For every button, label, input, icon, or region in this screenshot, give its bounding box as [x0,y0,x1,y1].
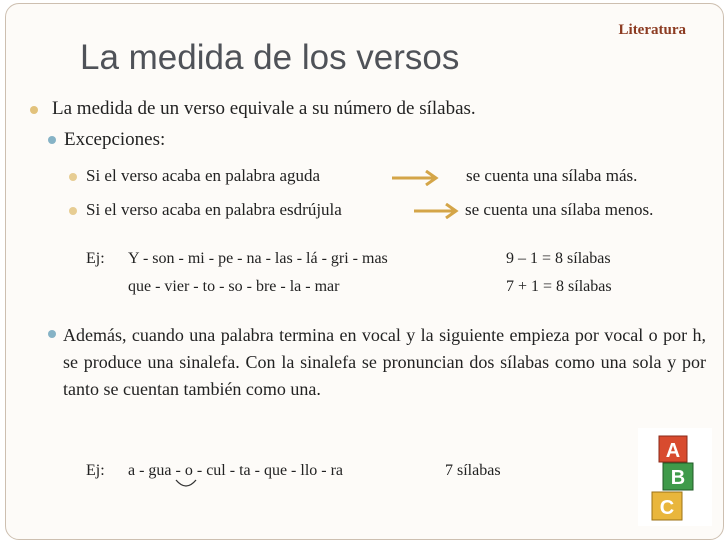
main-bullet: La medida de un verso equivale a su número de sílabas. [52,98,476,119]
rule-esdrujula: Si el verso acaba en palabra esdrújula [86,200,342,219]
bullet-dot [30,106,38,114]
example-label: Ej: [86,250,105,267]
svg-text:C: C [659,497,675,519]
example-label: Ej: [86,462,105,479]
arrow-right-icon [392,170,442,186]
example-count: 9 – 1 = 8 sílabas [506,250,611,267]
alphabet-blocks-image [638,428,712,526]
rule-aguda-result: se cuenta una sílaba más. [466,166,638,185]
bullet-dot [69,207,77,215]
sinalefa-paragraph: Además, cuando una palabra termina en vocal y la siguiente empieza por vocal o por h, se produce una sinalefa. Con la sinalefa se pronuncian dos sílabas como una sola y por tanto se cuentan también como una. [63,325,706,399]
svg-text:B: B [670,467,686,489]
bullet-dot [48,136,56,144]
sinalefa-count: 7 sílabas [445,462,501,479]
sinalefa-example: a - gua - o - cul - ta - que - llo - ra [128,462,344,479]
rule-esdrujula-result: se cuenta una sílaba menos. [465,200,654,219]
svg-text:A: A [665,440,681,462]
example-count: 7 + 1 = 8 sílabas [506,278,612,295]
slide-title: La medida de los versos [80,38,460,77]
sinalefa-tie-icon [175,478,197,490]
bullet-dot [69,173,77,181]
slide-frame [5,3,724,540]
rule-aguda: Si el verso acaba en palabra aguda [86,166,321,185]
example-syllables: Y - son - mi - pe - na - las - lá - gri - mas [128,250,388,267]
arrow-right-icon [414,203,462,219]
exceptions-label: Excepciones: [64,129,166,150]
section-label: Literatura [618,22,686,38]
bullet-dot [48,330,56,338]
example-syllables: que - vier - to - so - bre - la - mar [128,278,340,295]
